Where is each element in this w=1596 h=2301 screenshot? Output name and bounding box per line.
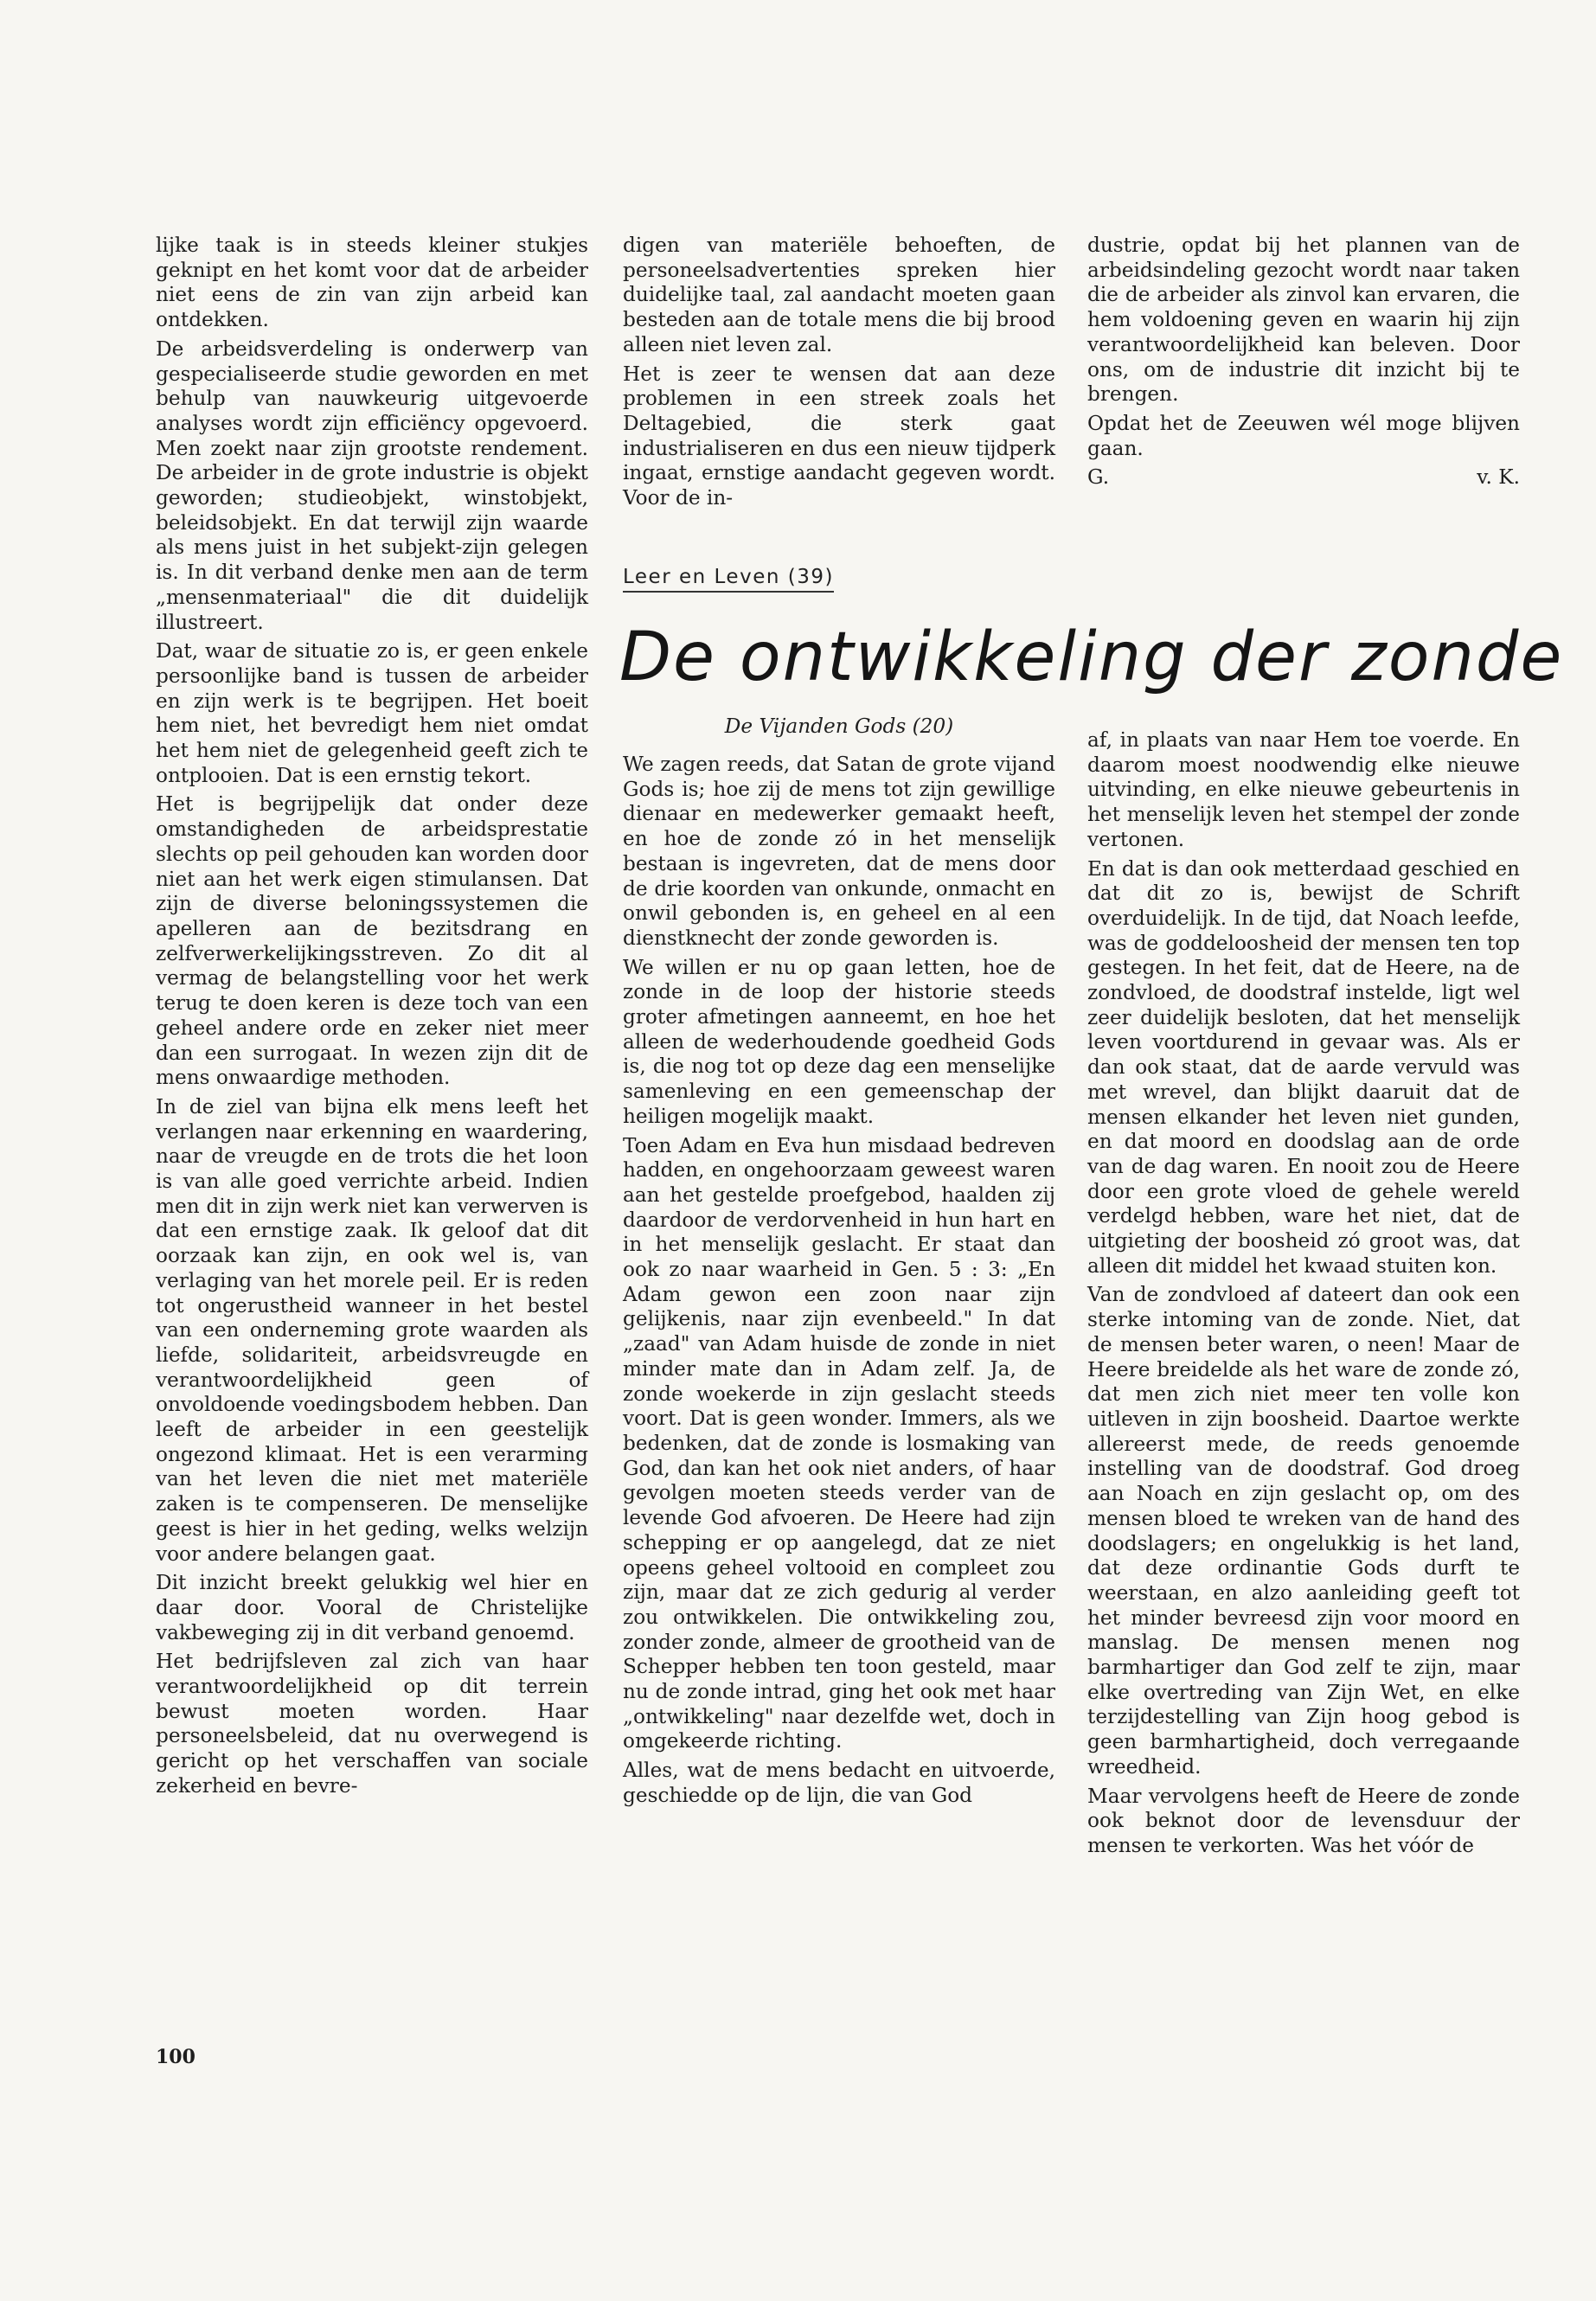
column-4: [623, 753, 1055, 1813]
column-1: [156, 234, 588, 1804]
column-5: [1087, 728, 1520, 1863]
article-headline: De ontwikkeling der zonde: [619, 619, 1564, 696]
page-number: 100: [156, 2046, 195, 2068]
paragraph: digen van materiële behoeften, de personeelsadvertenties spreken hier duidelijke taal, zal aandacht moeten gaan besteden aan de totale mens die bij brood alleen niet leven zal.: [623, 234, 1055, 356]
paragraph: af, in plaats van naar Hem toe voerde. En daarom moest noodwendig elke nieuwe uitvinding, en elke nieuwe gebeurtenis in het menselijk leven het stempel der zonde vertonen.: [1087, 728, 1520, 851]
paragraph: Opdat het de Zeeuwen wél moge blijven gaan.: [1087, 411, 1520, 460]
paragraph: We willen er nu op gaan letten, hoe de zonde in de loop der historie steeds groter afmetingen aanneemt, en hoe het alleen de wederhoudende goedheid Gods is, die nog tot op deze dag een menselijke samenleving en een gemeenschap der heiligen mogelijk maakt.: [623, 955, 1055, 1128]
paragraph: Van de zondvloed af dateert dan ook een sterke intoming van de zonde. Niet, dat de mensen beter waren, o neen! Maar de Heere breidelde als het ware de zonde zó, dat men zich niet meer ten volle kon uitleven in zijn boosheid. Daartoe werkte allereerst mede, de reeds genoemde instelling van de doodstraf. God droeg aan Noach en zijn geslacht op, om des mensen bloed te wreken van de hand des doodslagers; en ongelukkig is het land, dat deze ordinantie Gods durft te weerstaan, en alzo aanleiding geeft tot het minder bevreesd zijn voor moord en manslag. De mensen menen nog barmhartiger dan God zelf te zijn, maar elke overtreding van Zijn Wet, en elke terzijdestelling van Zijn hoog gebod is geen barmhartigheid, doch verregaande wreedheid.: [1087, 1283, 1520, 1779]
author-signature: [1087, 465, 1520, 490]
paragraph: In de ziel van bijna elk mens leeft het verlangen naar erkenning en waardering, naar de vreugde en de trots die het loon is van alle goed verrichte arbeid. Indien men dit in zijn werk niet kan verwerven is dat een ernstige zaak. Ik geloof dat dit oorzaak kan zijn, en ook wel is, van verlaging van het morele peil. Er is reden tot ongerustheid wanneer in het bestel van een onderneming grote waarden als liefde, solidariteit, arbeidsvreugde en verantwoordelijkheid geen of onvoldoende voedingsbodem hebben. Dan leeft de arbeider in een geestelijk ongezond klimaat. Het is een verarming van het leven die niet met materiële zaken is te compenseren. De menselijke geest is hier in het geding, welks welzijn voor andere belangen gaat.: [156, 1094, 588, 1566]
paragraph: Het is zeer te wensen dat aan deze problemen in een streek zoals het Deltagebied, die sterk gaat industrialiseren en dus een nieuw tijdperk ingaat, ernstige aandacht gegeven wordt. Voor de in-: [623, 362, 1055, 510]
paragraph: Maar vervolgens heeft de Heere de zonde ook beknot door de levensduur der mensen te verkorten. Was het vóór de: [1087, 1784, 1520, 1857]
paragraph: We zagen reeds, dat Satan de grote vijand Gods is; hoe zij de mens tot zijn gewillige dienaar en medewerker gemaakt heeft, en hoe de zonde zó in het menselijk bestaan is ingevreten, dat de mens door de drie koorden van onkunde, onmacht en onwil gebonden is, en geheel en al een dienstknecht der zonde geworden is.: [623, 753, 1055, 950]
paragraph: dustrie, opdat bij het plannen van de arbeidsindeling gezocht wordt naar taken die de arbeider als zinvol kan ervaren, die hem voldoening geven en waarin hij zijn verantwoordelijkheid kan beleven. Door ons, om de industrie dit inzicht bij te brengen.: [1087, 234, 1520, 407]
signature-initial: G.: [1087, 465, 1110, 490]
column-2: [623, 234, 1055, 516]
series-rubric: Leer en Leven (39): [623, 566, 834, 593]
paragraph: Alles, wat de mens bedacht en uitvoerde, geschiedde op de lijn, die van God: [623, 1759, 1055, 1807]
paragraph: Het is begrijpelijk dat onder deze omstandigheden de arbeidsprestatie slechts op peil gehouden kan worden door niet aan het werk eigen stimulansen. Dat zijn de diverse beloningssystemen die apelleren aan de bezitsdrang en zelfverwerkelijkingsstreven. Zo dit al vermag de belangstelling voor het werk terug te doen keren is deze toch van een geheel andere orde en zeker niet meer dan een surrogaat. In wezen zijn dit de mens onwaardige methoden.: [156, 792, 588, 1090]
column-3: [1087, 234, 1520, 490]
signature-name: v. K.: [1477, 465, 1520, 490]
paragraph: Dit inzicht breekt gelukkig wel hier en daar door. Vooral de Christelijke vakbeweging zij in dit verband genoemd.: [156, 1571, 588, 1644]
paragraph: Het bedrijfsleven zal zich van haar verantwoordelijkheid op dit terrein bewust moeten worden. Haar personeelsbeleid, dat nu overwegend is gericht op het verschaffen van sociale zekerheid en bevre-: [156, 1650, 588, 1798]
article-subheading: De Vijanden Gods (20): [724, 715, 954, 738]
paragraph: Dat, waar de situatie zo is, er geen enkele persoonlijke band is tussen de arbeider en zijn werk is te begrijpen. Het boeit hem niet, het bevredigt hem niet omdat het hem niet de gelegenheid geeft zich te ontplooien. Dat is een ernstig tekort.: [156, 639, 588, 787]
paragraph: lijke taak is in steeds kleiner stukjes geknipt en het komt voor dat de arbeider niet eens de zin van zijn arbeid kan ontdekken.: [156, 234, 588, 332]
paragraph: Toen Adam en Eva hun misdaad bedreven hadden, en ongehoorzaam geweest waren aan het gestelde proefgebod, haalden zij daardoor de verdorvenheid in hun hart en in het menselijk geslacht. Er staat dan ook zo naar waarheid in Gen. 5 : 3: „En Adam gewon een zoon naar zijn gelijkenis, naar zijn evenbeeld." In dat „zaad" van Adam huisde de zonde in niet minder mate dan in Adam zelf. Ja, de zonde woekerde in zijn geslacht steeds voort. Dat is geen wonder. Immers, als we bedenken, dat de zonde is losmaking van God, dan kan het ook niet anders, of haar gevolgen moeten steeds verder van de levende God afvoeren. De Heere had zijn schepping er op aangelegd, dat ze niet opeens geheel voltooid en compleet zou zijn, maar dat ze zich gedurig al verder zou ontwikkelen. Die ontwikkeling zou, zonder zonde, almeer de grootheid van de Schepper hebben ten toon gesteld, maar nu de zonde intrad, ging het ook met haar „ontwikkeling" naar dezelfde wet, doch in omgekeerde richting.: [623, 1133, 1055, 1753]
paragraph: De arbeidsverdeling is onderwerp van gespecialiseerde studie geworden en met behulp van nauwkeurig uitgevoerde analyses wordt zijn efficiëncy opgevoerd. Men zoekt naar zijn grootste rendement. De arbeider in de grote industrie is objekt geworden; studieobjekt, winstobjekt, beleidsobjekt. En dat terwijl zijn waarde als mens juist in het subjekt-zijn gelegen is. In dit verband denke men aan de term „mensenmateriaal" die dit duidelijk illustreert.: [156, 336, 588, 634]
paragraph: En dat is dan ook metterdaad geschied en dat dit zo is, bewijst de Schrift overduidelijk. In de tijd, dat Noach leefde, was de goddeloosheid der mensen ten top gestegen. In het feit, dat de Heere, na de zondvloed, de doodstraf instelde, ligt wel zeer duidelijk besloten, dat het menselijk leven voortdurend in gevaar was. Als er dan ook staat, dat de aarde vervuld was met wrevel, dan blijkt daaruit dat de mensen elkander het leven niet gunden, en dat moord en doodslag aan de orde van de dag waren. En nooit zou de Heere door een grote vloed de gehele wereld verdelgd hebben, ware het niet, dat de uitgieting der boosheid zó groot was, dat alleen dit middel het kwaad stuiten kon.: [1087, 856, 1520, 1278]
